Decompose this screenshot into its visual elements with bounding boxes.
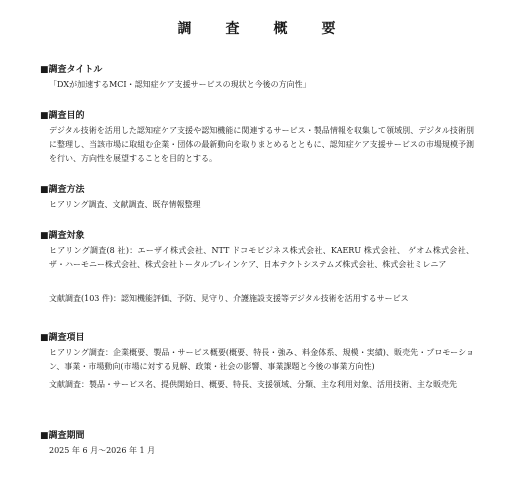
survey-target-hearing-text: ヒアリング調査(8 社)：エーザイ株式会社、NTT ドコモビジネス株式会社、KAERU 株式会社、 ゲオム株式会社、ザ・ハーモニー株式会社、株式会社トータルブレインケア、日本テクトシステムズ株式会社、株式会社ミレニア — [49, 246, 474, 269]
heading-survey-period: ■調査期間 — [40, 431, 85, 441]
survey-title-text: 「DXが加速するMCI・認知症ケア支援サービスの現状と今後の方向性」 — [49, 80, 311, 89]
heading-survey-title: ■調査タイトル — [40, 65, 103, 75]
survey-purpose-text: デジタル技術を活用した認知症ケア支援や認知機能に関連するサービス・製品情報を収集して領域別、デジタル技術別に整理し、当該市場に取組む企業・団体の最新動向を取りまとめるとともに、認知症ケア支援サービスの市場規模予測を行い、方向性を展望することを目的とする。 — [49, 126, 474, 163]
survey-items-hearing-text: ヒアリング調査：企業概要、製品・サービス概要(概要、特長・強み、料金体系、規模・実績)、販売先・プロモーション、事業・市場動向(市場に対する見解、政策・社会の影響、事業課題と今後の事業方向性) — [49, 348, 474, 371]
page-title: 調 査 概 要 — [177, 21, 346, 37]
survey-period-text: 2025 年 6 月～2026 年 1 月 — [49, 446, 156, 455]
survey-target-literature-text: 文献調査(103 件)：認知機能評価、予防、見守り、介護施設支援等デジタル技術を活用するサービス — [49, 294, 409, 303]
survey-items-literature-text: 文献調査：製品・サービス名、提供開始日、概要、特長、支援領域、分類、主な利用対象、活用技術、主な販売先 — [49, 380, 457, 389]
heading-survey-target: ■調査対象 — [40, 231, 85, 241]
heading-survey-purpose: ■調査目的 — [40, 111, 85, 121]
survey-method-text: ヒアリング調査、文献調査、既存情報整理 — [49, 200, 201, 209]
heading-survey-method: ■調査方法 — [40, 185, 85, 195]
heading-survey-items: ■調査項目 — [40, 333, 85, 343]
